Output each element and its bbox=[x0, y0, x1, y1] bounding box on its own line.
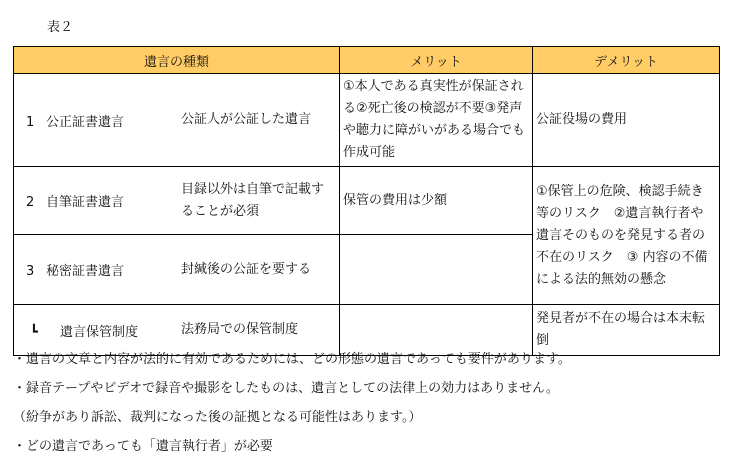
will-type-description: 目録以外は自筆で記載することが必須 bbox=[181, 181, 325, 219]
merit-cell bbox=[340, 235, 533, 305]
merit-cell bbox=[340, 167, 533, 235]
will-type-label: 公正証書遺言 bbox=[46, 114, 125, 130]
table-caption: 表２ bbox=[47, 20, 74, 35]
merit-text bbox=[340, 268, 532, 272]
header-merit: メリット bbox=[340, 47, 533, 74]
table-header-row bbox=[14, 47, 720, 74]
will-type-number: 1 bbox=[26, 114, 35, 130]
will-type-name bbox=[14, 191, 169, 210]
note-line: （紛争があり訴訟、裁判になった後の証拠となる可能性はあります。） bbox=[13, 410, 422, 425]
will-type-name bbox=[14, 111, 169, 130]
merit-text: 保管の費用は少額 bbox=[343, 192, 448, 208]
will-type-cell bbox=[14, 74, 340, 167]
merit-text: ①本人である真実性が保証される②死亡後の検認が不要③発声や聴力に障がいがある場合でも作成可能 bbox=[343, 79, 526, 160]
will-type-cell bbox=[14, 167, 340, 235]
will-type-number: 2 bbox=[26, 195, 35, 210]
will-type-cell bbox=[14, 305, 340, 356]
will-type-name bbox=[14, 321, 169, 340]
note-line: ・遺言の文章と内容が法的に有効であるためには、どの形態の遺言であっても要件があります。 bbox=[13, 352, 571, 367]
will-type-description: 法務局での保管制度 bbox=[181, 322, 299, 337]
demerit-text: 発見者が不在の場合は本末転倒 bbox=[536, 311, 706, 348]
will-type-number: 3 bbox=[26, 264, 35, 279]
will-type-cell bbox=[14, 235, 340, 305]
merit-cell bbox=[340, 74, 533, 167]
will-type-label: 自筆証書遺言 bbox=[46, 195, 125, 210]
demerit-cell bbox=[533, 167, 720, 305]
will-type-label: 遺言保管制度 bbox=[60, 324, 139, 340]
will-type-description: 封緘後の公証を要する bbox=[181, 261, 312, 277]
merit-cell bbox=[340, 305, 533, 356]
note-line: ・録音テープやビデオで録音や撮影をしたものは、遺言としての法律上の効力はありません。 bbox=[13, 381, 559, 396]
table-row bbox=[14, 167, 720, 235]
will-type-label: 秘密証書遺言 bbox=[46, 264, 125, 279]
sub-item-mark: ┗ bbox=[30, 324, 38, 340]
table-row bbox=[14, 305, 720, 356]
demerit-text: ①保管上の危険、検認手続き等のリスク ②遺言執行者や遺言そのものを発見する者の不在のリスク ③ 内容の不備による法的無効の懸念 bbox=[536, 183, 708, 287]
demerit-cell bbox=[533, 305, 720, 356]
will-type-description: 公証人が公証した遺言 bbox=[181, 112, 312, 127]
will-type-name bbox=[14, 260, 169, 279]
demerit-cell bbox=[533, 74, 720, 167]
table-row bbox=[14, 74, 720, 167]
header-demerit: デメリット bbox=[533, 47, 720, 74]
header-will-type: 遺言の種類 bbox=[14, 47, 340, 74]
will-types-table bbox=[13, 46, 720, 356]
note-line: ・どの遺言であっても「遺言執行者」が必要 bbox=[13, 439, 273, 454]
notes-section bbox=[13, 351, 723, 467]
demerit-text: 公証役場の費用 bbox=[536, 112, 628, 127]
merit-text bbox=[340, 328, 532, 332]
